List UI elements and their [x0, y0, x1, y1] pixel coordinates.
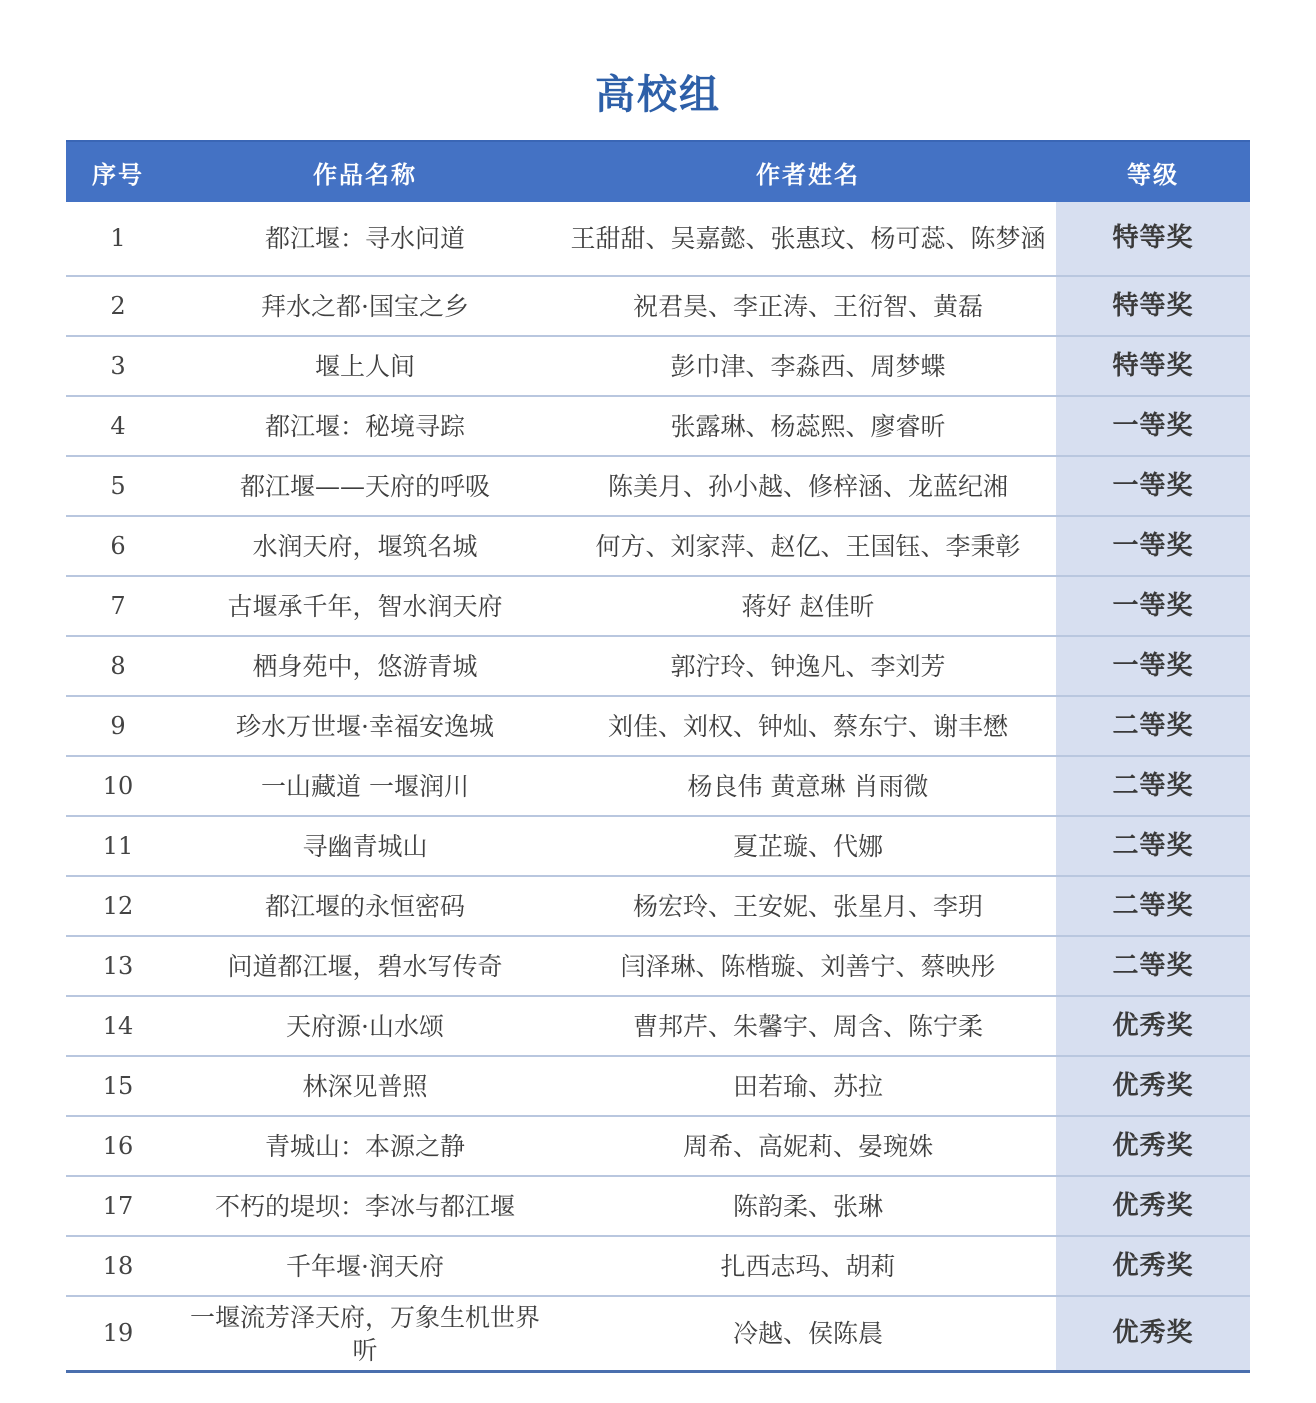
work-title: 千年堰·润天府 [170, 1236, 560, 1296]
award-level: 优秀奖 [1056, 1236, 1250, 1296]
work-title: 堰上人间 [170, 336, 560, 396]
author-names: 何方、刘家萍、赵亿、王国钰、李秉彰 [560, 516, 1056, 576]
row-number: 7 [66, 576, 170, 636]
page-title: 高校组 [595, 72, 721, 118]
row-number: 14 [66, 996, 170, 1056]
work-title: 栖身苑中，悠游青城 [170, 636, 560, 696]
author-names: 陈韵柔、张琳 [560, 1176, 1056, 1236]
author-names: 冷越、侯陈晨 [560, 1296, 1056, 1372]
row-number: 16 [66, 1116, 170, 1176]
award-level: 优秀奖 [1056, 1116, 1250, 1176]
table-row [66, 636, 1250, 696]
author-names: 祝君昊、李正涛、王衍智、黄磊 [560, 276, 1056, 336]
award-level: 二等奖 [1056, 696, 1250, 756]
award-level: 特等奖 [1056, 202, 1250, 276]
table-row [66, 876, 1250, 936]
author-names: 蒋好 赵佳昕 [560, 576, 1056, 636]
author-names: 王甜甜、吴嘉懿、张惠玟、杨可蕊、陈梦涵 [560, 202, 1056, 276]
award-level: 一等奖 [1056, 636, 1250, 696]
author-names: 杨良伟 黄意琳 肖雨微 [560, 756, 1056, 816]
author-names: 刘佳、刘权、钟灿、蔡东宁、谢丰懋 [560, 696, 1056, 756]
award-level: 二等奖 [1056, 936, 1250, 996]
table-row [66, 996, 1250, 1056]
row-number: 9 [66, 696, 170, 756]
row-number: 4 [66, 396, 170, 456]
table-row [66, 576, 1250, 636]
work-title: 都江堰——天府的呼吸 [170, 456, 560, 516]
row-number: 19 [66, 1296, 170, 1372]
table-row [66, 276, 1250, 336]
table-row [66, 516, 1250, 576]
author-names: 闫泽琳、陈楷璇、刘善宁、蔡映彤 [560, 936, 1056, 996]
table-row [66, 396, 1250, 456]
award-level: 优秀奖 [1056, 1296, 1250, 1372]
author-names: 田若瑜、苏拉 [560, 1056, 1056, 1116]
award-level: 一等奖 [1056, 396, 1250, 456]
award-level: 一等奖 [1056, 576, 1250, 636]
work-title: 都江堰：秘境寻踪 [170, 396, 560, 456]
work-title: 青城山：本源之静 [170, 1116, 560, 1176]
work-title: 古堰承千年，智水润天府 [170, 576, 560, 636]
table-row [66, 696, 1250, 756]
work-title: 一堰流芳泽天府，万象生机世界听 [170, 1296, 560, 1372]
work-title: 一山藏道 一堰润川 [170, 756, 560, 816]
work-title: 不朽的堤坝：李冰与都江堰 [170, 1176, 560, 1236]
work-title: 林深见普照 [170, 1056, 560, 1116]
work-title: 珍水万世堰·幸福安逸城 [170, 696, 560, 756]
work-title: 都江堰的永恒密码 [170, 876, 560, 936]
table-row [66, 1116, 1250, 1176]
table-row [66, 1236, 1250, 1296]
author-names: 扎西志玛、胡莉 [560, 1236, 1056, 1296]
row-number: 13 [66, 936, 170, 996]
award-level: 优秀奖 [1056, 1056, 1250, 1116]
row-number: 3 [66, 336, 170, 396]
author-names: 郭泞玲、钟逸凡、李刘芳 [560, 636, 1056, 696]
award-level: 优秀奖 [1056, 1176, 1250, 1236]
table-row [66, 1056, 1250, 1116]
table-row [66, 756, 1250, 816]
author-names: 陈美月、孙小越、修梓涵、龙蓝纪湘 [560, 456, 1056, 516]
header-work: 作品名称 [170, 141, 560, 202]
table-row [66, 456, 1250, 516]
table-row [66, 1296, 1250, 1372]
work-title: 天府源·山水颂 [170, 996, 560, 1056]
row-number: 5 [66, 456, 170, 516]
author-names: 周希、高妮莉、晏琬姝 [560, 1116, 1056, 1176]
header-level: 等级 [1056, 141, 1250, 202]
award-level: 特等奖 [1056, 336, 1250, 396]
award-level: 一等奖 [1056, 456, 1250, 516]
author-names: 张露琳、杨蕊熙、廖睿昕 [560, 396, 1056, 456]
header-no: 序号 [66, 141, 170, 202]
work-title: 水润天府，堰筑名城 [170, 516, 560, 576]
award-level: 二等奖 [1056, 876, 1250, 936]
award-level: 优秀奖 [1056, 996, 1250, 1056]
award-level: 二等奖 [1056, 816, 1250, 876]
award-level: 一等奖 [1056, 516, 1250, 576]
work-title: 寻幽青城山 [170, 816, 560, 876]
author-names: 曹邦芹、朱馨宇、周含、陈宁柔 [560, 996, 1056, 1056]
table-row [66, 1176, 1250, 1236]
work-title: 问道都江堰，碧水写传奇 [170, 936, 560, 996]
row-number: 10 [66, 756, 170, 816]
row-number: 17 [66, 1176, 170, 1236]
table-row [66, 336, 1250, 396]
author-names: 夏芷璇、代娜 [560, 816, 1056, 876]
row-number: 18 [66, 1236, 170, 1296]
author-names: 彭巾津、李淼西、周梦蝶 [560, 336, 1056, 396]
table-row [66, 816, 1250, 876]
table-header-row [66, 141, 1250, 202]
header-authors: 作者姓名 [560, 141, 1056, 202]
award-level: 特等奖 [1056, 276, 1250, 336]
author-names: 杨宏玲、王安妮、张星月、李玥 [560, 876, 1056, 936]
row-number: 1 [66, 202, 170, 276]
work-title: 拜水之都·国宝之乡 [170, 276, 560, 336]
table-row [66, 202, 1250, 276]
row-number: 8 [66, 636, 170, 696]
row-number: 11 [66, 816, 170, 876]
work-title: 都江堰：寻水问道 [170, 202, 560, 276]
row-number: 15 [66, 1056, 170, 1116]
row-number: 12 [66, 876, 170, 936]
award-level: 二等奖 [1056, 756, 1250, 816]
table-row [66, 936, 1250, 996]
awards-table [66, 140, 1250, 1373]
row-number: 2 [66, 276, 170, 336]
row-number: 6 [66, 516, 170, 576]
